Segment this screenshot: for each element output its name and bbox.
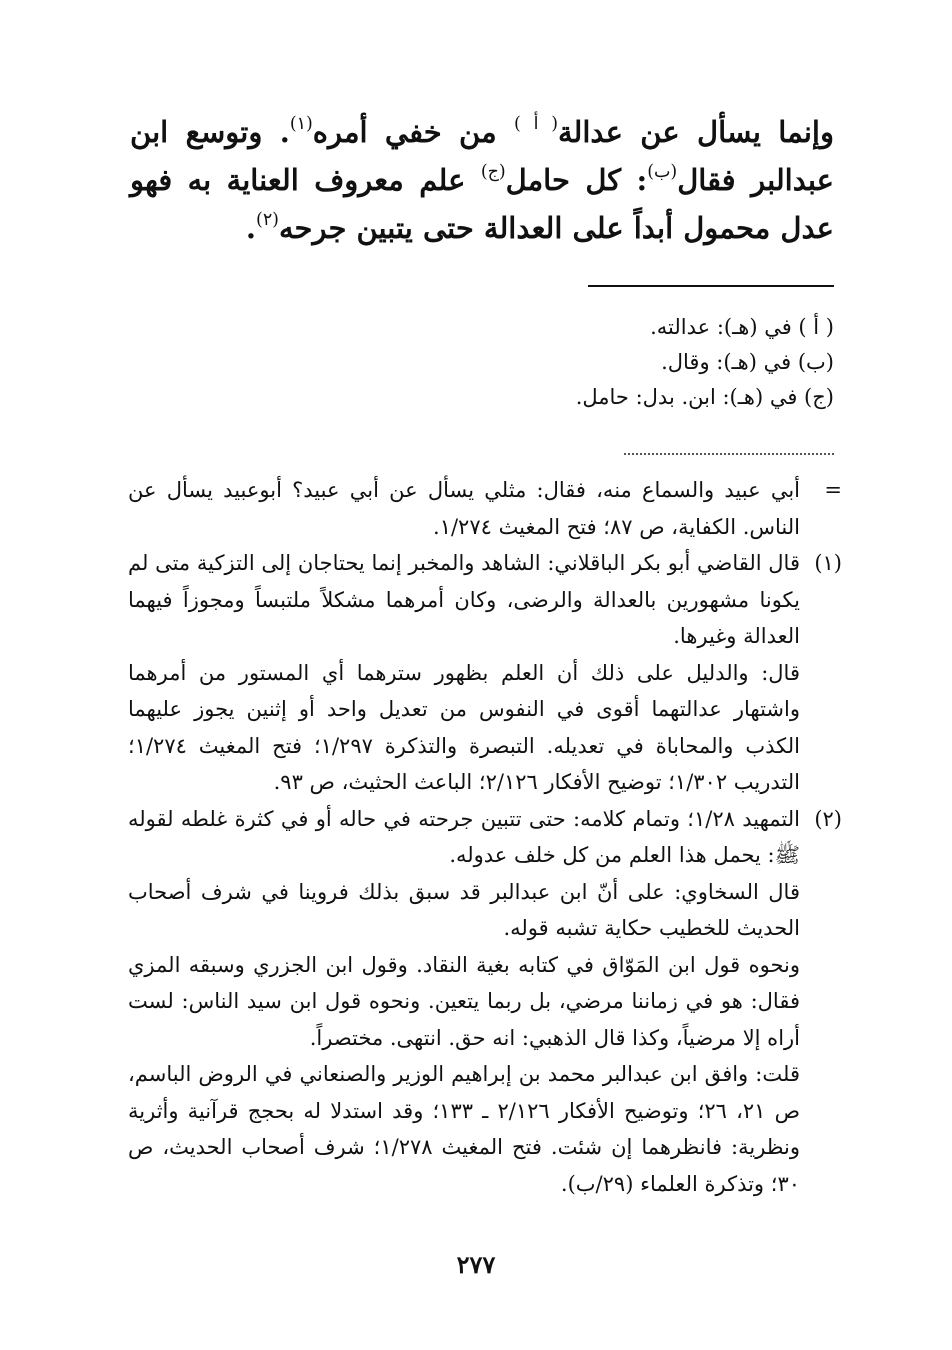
page-number: ٢٧٧ <box>456 1250 496 1279</box>
main-text-segment: : كل حامل <box>505 163 648 197</box>
footnote-paragraph: ونحوه قول ابن المَوّاق في كتابه بغية النقاد. وقول ابن الجزري وسبقه المزي فقال: هو في زماننا مرضي، بل ربما يتعين. ونحوه قول ابن سيد الناس: لست أراه إلا مرضياً، وكذا قال الذهبي: انه حق. انتهى. مختصراً. <box>128 952 800 1050</box>
footnote-ref-1: (١) <box>289 113 313 134</box>
variant-note-b: (ب) في (هـ): وقال. <box>661 350 834 374</box>
footnote-marker: (٢) <box>814 806 842 831</box>
variant-note-c: (ج) في (هـ): ابن. بدل: حامل. <box>575 385 834 409</box>
dotted-separator <box>624 453 834 455</box>
footnote-1 <box>128 545 842 801</box>
footnote-2 <box>128 801 842 1203</box>
main-text-segment: . <box>245 211 257 245</box>
footnote-continuation <box>128 472 842 545</box>
footnote-marker: (١) <box>814 551 842 575</box>
variant-ref-c: (ج) <box>480 161 506 182</box>
variant-ref-a: ( أ ) <box>514 113 558 134</box>
footnote-text: أبي عبيد والسماع منه، فقال: مثلي يسأل عن أبي عبيد؟ أبوعبيد يسأل عن الناس. الكفاية، ص ٨٧؛ فتح المغيث ١/٢٧٤. <box>128 478 800 539</box>
footnote-paragraph: قال القاضي أبو بكر الباقلاني: الشاهد والمخبر إنما يحتاجان إلى التزكية متى لم يكونا مشهورين بالعدالة والرضى، وكان أمرهما مشكلاً ملتبساً ومجوزاً فيهما العدالة وغيرها. <box>128 551 800 648</box>
main-text-segment: علم معروف العناية به فهو عدل محمول أبداً على العدالة حتى يتبين جرحه <box>130 163 834 245</box>
main-text-segment: من خفي أمره <box>312 115 514 149</box>
footnote-paragraph: التمهيد ١/٢٨؛ وتمام كلامه: حتى تتبين جرحته في حاله أو في كثرة غلطه لقوله ﷺ: يحمل هذا العلم من كل خلف عدوله. <box>128 806 800 867</box>
variant-notes <box>130 310 834 415</box>
main-text-segment: وإنما يسأل عن عدالة <box>557 115 834 149</box>
main-text-segment: . وتوسع ابن عبدالبر فقال <box>130 115 834 197</box>
footnote-paragraph: قال: والدليل على ذلك أن العلم بظهور سترهما أي المستور من أمرهما واشتهار عدالتهما أقوى في النفوس من تعديل واحد أو إثنين يجوز عليهما الكذب والمحاباة في تعديله. التبصرة والتذكرة ١/٢٩٧؛ فتح المغيث ١/٢٧٤؛ التدريب ١/٣٠٢؛ توضيح الأفكار ٢/١٢٦؛ الباعث الحثيث، ص ٩٣. <box>128 660 800 794</box>
footnote-separator <box>588 285 834 287</box>
main-paragraph <box>130 108 834 252</box>
footnote-marker: = <box>824 478 842 502</box>
footnote-paragraph: قال السخاوي: على أنّ ابن عبدالبر قد سبق بذلك فروينا في شرف أصحاب الحديث للخطيب حكاية تشبه قوله. <box>128 879 800 940</box>
variant-ref-b: (ب) <box>647 161 678 182</box>
footnote-ref-2: (٢) <box>256 209 279 230</box>
variant-note-a: ( أ ) في (هـ): عدالته. <box>650 315 834 339</box>
main-text <box>130 108 834 252</box>
footnote-paragraph: قلت: وافق ابن عبدالبر محمد بن إبراهيم الوزير والصنعاني في الروض الباسم، ص ٢١، ٢٦؛ وتوضيح الأفكار ٢/١٢٦ ـ ١٣٣؛ وقد استدلا له بحجج قرآنية وأثرية ونظرية: فانظرهما إن شئت. فتح المغيث ١/٢٧٨؛ شرف أصحاب الحديث، ص ٣٠؛ وتذكرة العلماء (٢٩/ب). <box>128 1062 800 1196</box>
footnotes <box>128 472 842 1202</box>
